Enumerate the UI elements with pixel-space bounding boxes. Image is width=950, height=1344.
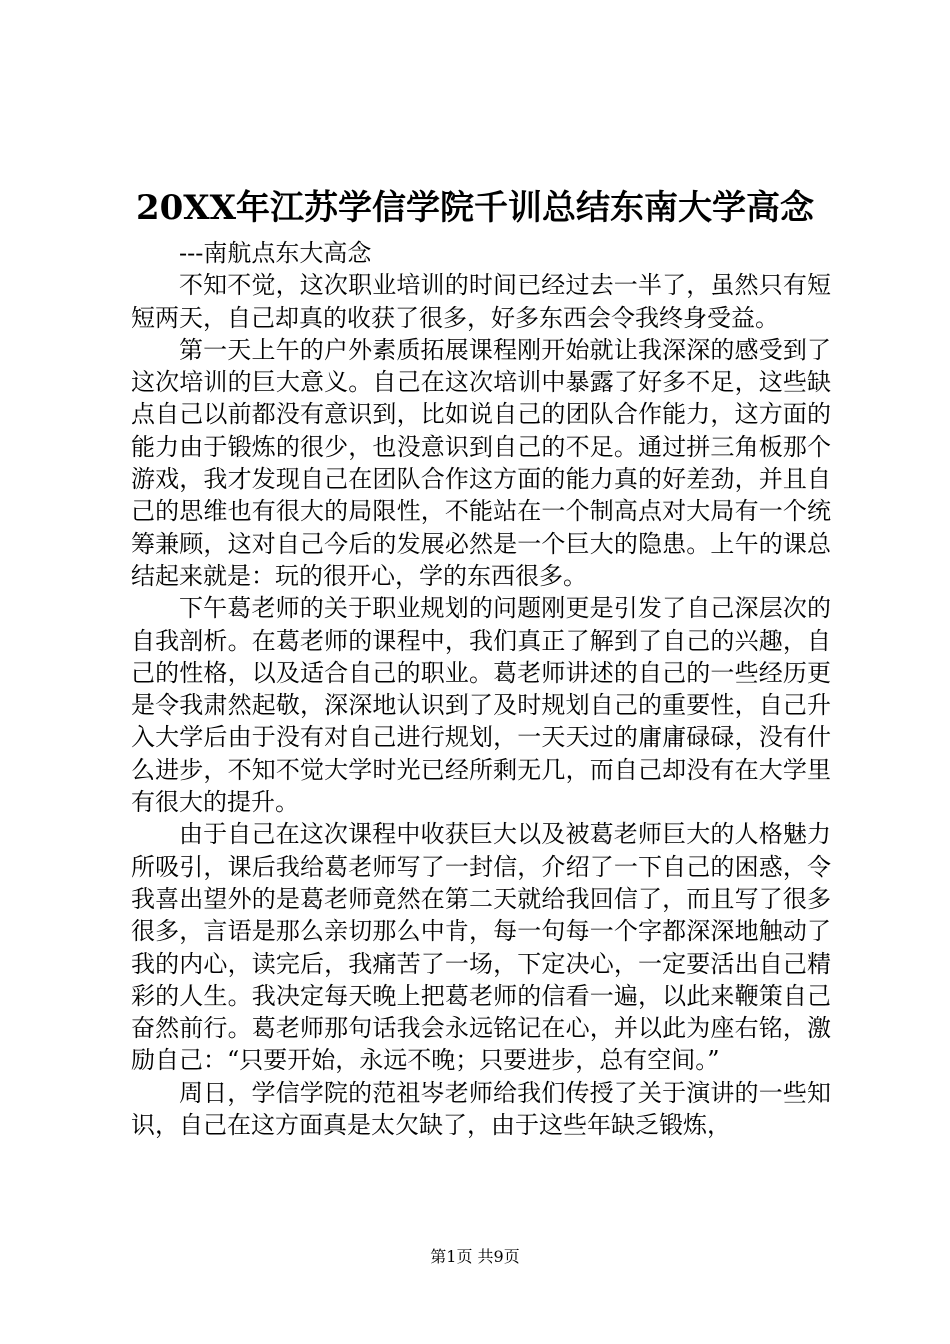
paragraph-4: 由于自己在这次课程中收获巨大以及被葛老师巨大的人格魅力所吸引，课后我给葛老师写了一封信，介绍了一下自己的困惑，令我喜出望外的是葛老师竟然在第二天就给我回信了，而且写了很多很多，言语是那么亲切那么中肯，每一句每一个字都深深地触动了我的内心，读完后，我痛苦了一场，下定决心，一定要活出自己精彩的人生。我决定每天晚上把葛老师的信看一遍，以此来鞭策自己奋然前行。葛老师那句话我会永远铭记在心，并以此为座右铭，激励自己：“只要开始，永远不晚；只要进步，总有空间。”: [131, 820, 831, 1075]
paragraph-3: 下午葛老师的关于职业规划的问题刚更是引发了自己深层次的自我剖析。在葛老师的课程中，我们真正了解到了自己的兴趣，自己的性格，以及适合自己的职业。葛老师讲述的自己的一些经历更是令我肃然起敬，深深地认识到了及时规划自己的重要性，自己升入大学后由于没有对自己进行规划，一天天过的庸庸碌碌，没有什么进步，不知不觉大学时光已经所剩无几，而自己却没有在大学里有很大的提升。: [131, 594, 831, 817]
paragraph-5: 周日，学信学院的范祖岑老师给我们传授了关于演讲的一些知识，自己在这方面真是太欠缺了，由于这些年缺乏锻炼，: [131, 1078, 831, 1140]
paragraph-1: 不知不觉，这次职业培训的时间已经过去一半了，虽然只有短短两天，自己却真的收获了很多，好多东西会令我终身受益。: [131, 271, 831, 332]
page-number-footer: 第1页 共9页: [430, 1247, 520, 1266]
document-body: [131, 237, 831, 1141]
document-subtitle: ---南航点东大高念: [179, 239, 372, 267]
paragraph-2: 第一天上午的户外素质拓展课程刚开始就让我深深的感受到了这次培训的巨大意义。自己在这次培训中暴露了好多不足，这些缺点自己以前都没有意识到，比如说自己的团队合作能力，这方面的能力由于锻炼的很少，也没意识到自己的不足。通过拼三角板那个游戏，我才发现自己在团队合作这方面的能力真的好差劲，并且自己的思维也有很大的局限性，不能站在一个制高点对大局有一个统筹兼顾，这对自己今后的发展必然是一个巨大的隐患。上午的课总结起来就是：玩的很开心，学的东西很多。: [131, 335, 831, 590]
document-title: 20XX年江苏学信学院千训总结东南大学高念: [135, 188, 815, 228]
